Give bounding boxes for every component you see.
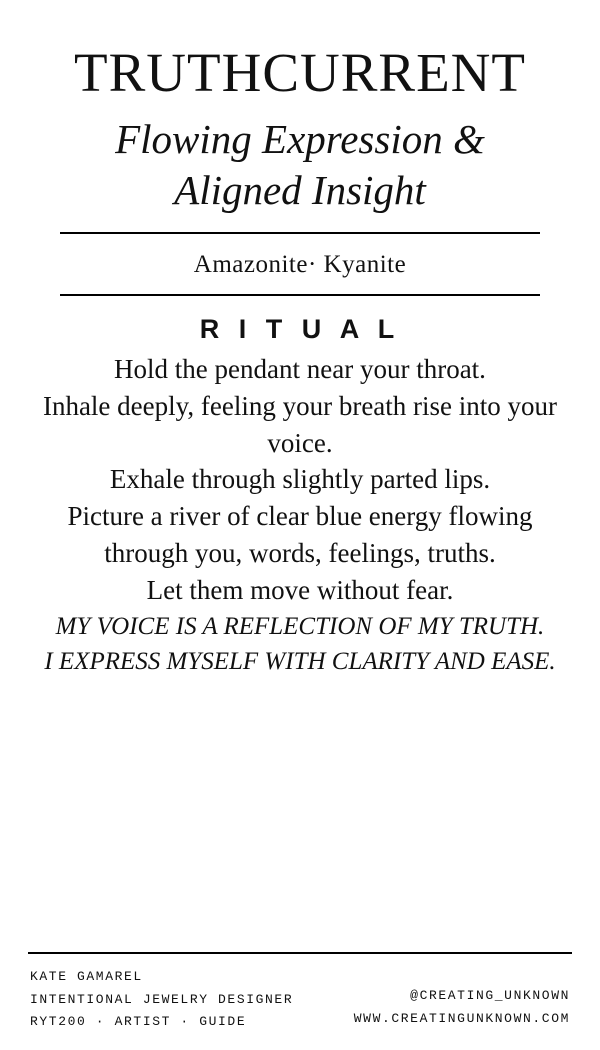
ritual-steps: [28, 351, 572, 608]
layout-spacer: [28, 679, 572, 941]
ritual-step: Inhale deeply, feeling your breath rise into your voice.: [42, 390, 558, 458]
designer-role: INTENTIONAL JEWELRY DESIGNER: [30, 991, 294, 1007]
affirmation: I EXPRESS MYSELF WITH CLARITY AND EASE.: [44, 647, 556, 675]
ritual-step: Picture a river of clear blue energy flowing through you, words, feelings, truths.: [67, 501, 533, 568]
ritual-step: Exhale through slightly parted lips.: [109, 464, 491, 495]
designer-credentials: RYT200 · ARTIST · GUIDE: [30, 1014, 247, 1030]
ritual-step: Hold the pendant near your throat.: [114, 354, 486, 385]
divider-middle: [60, 294, 540, 296]
affirmation: MY VOICE IS A REFLECTION OF MY TRUTH.: [55, 613, 545, 641]
social-handle[interactable]: @CREATING_UNKNOWN: [410, 987, 570, 1003]
card-subtitle: Flowing Expression & Aligned Insight: [115, 115, 485, 213]
footer: [0, 954, 600, 1050]
designer-name: KATE GAMAREL: [30, 968, 143, 984]
website-url[interactable]: WWW.CREATINGUNKNOWN.COM: [353, 1010, 570, 1026]
divider-top: [60, 232, 540, 234]
ritual-step: Let them move without fear.: [146, 574, 454, 605]
footer-left: [30, 966, 293, 1034]
stone-list: Amazonite· Kyanite: [193, 251, 407, 279]
affirmation-list: [28, 610, 572, 679]
section-heading-ritual: R I T U A L: [199, 314, 401, 345]
footer-right: [354, 966, 570, 1031]
page-title: TRUTHCURRENT: [74, 42, 526, 103]
